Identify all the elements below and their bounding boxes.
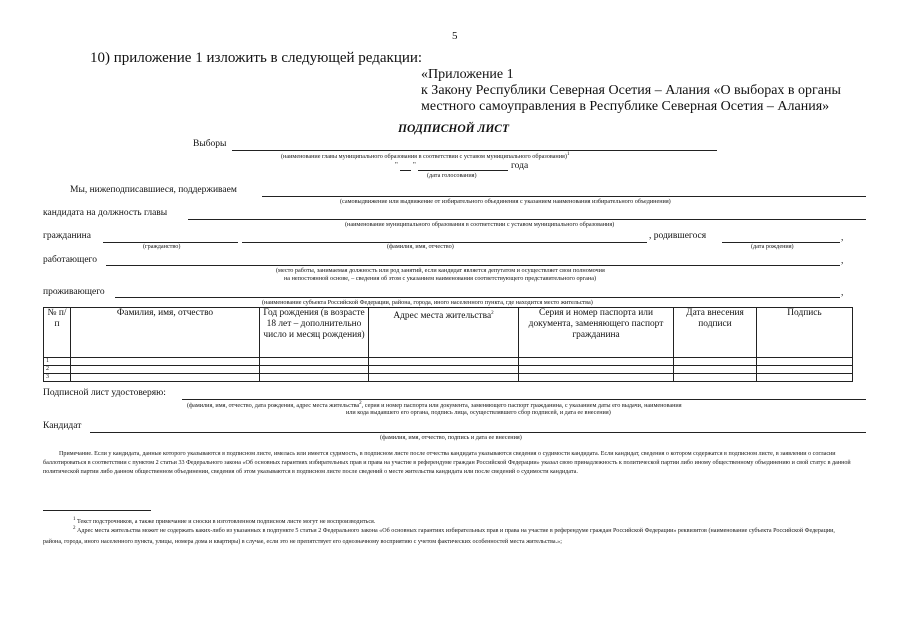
table-header-row — [44, 308, 853, 358]
table-row — [44, 366, 853, 374]
cell-address[interactable] — [369, 374, 519, 382]
footnote-2-mark: 2 — [73, 526, 76, 531]
municipality-field[interactable] — [188, 219, 866, 220]
date-month-field[interactable] — [418, 170, 508, 171]
date-caption: (дата голосования) — [427, 172, 477, 179]
appendix-line-3: местного самоуправления в Республике Северная Осетия – Алания» — [421, 99, 830, 114]
residing-comma: , — [841, 288, 844, 298]
certify-caption-text-b: , серия и номер паспорта или документа, заменяющего паспорт гражданина, с указанием даты его выдачи, наименования — [361, 402, 682, 410]
born-label: , родившегося — [649, 231, 707, 241]
col-date-header: Дата внесения подписи — [674, 308, 757, 358]
work-caption-1: (место работы, занимаемая должность или род занятий, если кандидат является депутатом и осуществляет свои полномочия — [276, 267, 605, 274]
cell-signature[interactable] — [757, 358, 853, 366]
elections-label: Выборы — [193, 139, 227, 149]
footnote-2-text: Адрес места жительства может не содержать каких-либо из указанных в подпункте 5 статьи 2 Федерального закона «Об основных гарантиях избирательных прав и права на участие в референдуме граждан Российской Федерации» реквизитов (наименование субъекта Российской Федерации, района, города, иного населенного пункта, улицы, номера дома и квартиры) в случае, если это не препятствует его однозначному восприятию с учетом фактических особенностей места жительства.»; — [43, 528, 835, 545]
nomination-caption: (самовыдвижение или выдвижение от избирательного объединения с указанием наименования избирательного объединения) — [340, 198, 671, 205]
municipality-caption: (наименование муниципального образования в соответствии с уставом муниципального образования) — [345, 221, 615, 228]
birthdate-caption: (дата рождения) — [751, 243, 794, 250]
appendix-line-1: «Приложение 1 — [421, 67, 514, 82]
cell-passport[interactable] — [519, 374, 674, 382]
footnote-ref-2: 2 — [491, 311, 494, 316]
elections-caption — [281, 152, 569, 160]
row-number: 2 — [44, 366, 71, 374]
citizenship-caption: (гражданство) — [143, 243, 181, 250]
year-word: года — [511, 161, 529, 171]
residing-label: проживающего — [43, 287, 105, 297]
cell-address[interactable] — [369, 366, 519, 374]
col-fio-header: Фамилия, имя, отчество — [71, 308, 260, 358]
work-field[interactable] — [106, 265, 840, 266]
cell-signature[interactable] — [757, 366, 853, 374]
col-signature-header: Подпись — [757, 308, 853, 358]
candidate-field[interactable] — [90, 432, 866, 433]
date-quote-close: " — [413, 161, 416, 169]
candidate-caption: (фамилия, имя, отчество, подпись и дата ее внесения) — [380, 434, 522, 441]
certify-label: Подписной лист удостоверяю: — [43, 388, 166, 398]
footnote-separator — [43, 510, 151, 511]
cell-passport[interactable] — [519, 358, 674, 366]
cell-date[interactable] — [674, 366, 757, 374]
cell-signature[interactable] — [757, 374, 853, 382]
date-day-field[interactable] — [400, 170, 411, 171]
cell-birthyear[interactable] — [260, 366, 369, 374]
elections-field[interactable] — [232, 150, 717, 151]
we-support-label: Мы, нижеподписавшиеся, поддерживаем — [70, 185, 237, 195]
cell-fio[interactable] — [71, 366, 260, 374]
col-address-header — [369, 308, 519, 358]
appendix-line-2: к Закону Республики Северная Осетия – Алания «О выборах в органы — [421, 83, 841, 98]
candidate-post-label: кандидата на должность главы — [43, 208, 168, 218]
nomination-field[interactable] — [262, 196, 866, 197]
date-quote-open: " — [395, 161, 398, 169]
footnote-ref-2b: 2 — [359, 401, 362, 406]
signature-table — [43, 307, 853, 382]
certify-field[interactable] — [182, 399, 866, 400]
table-row — [44, 358, 853, 366]
row-number: 3 — [44, 374, 71, 382]
work-caption-2: на непостоянной основе, – сведения об этом с указанием наименования соответствующего представительного органа) — [284, 275, 597, 282]
footnote-ref-1: 1 — [566, 152, 570, 157]
certify-caption-1 — [187, 401, 682, 409]
col-number-header: № п/п — [44, 308, 71, 358]
birthdate-comma: , — [841, 233, 844, 243]
cell-passport[interactable] — [519, 366, 674, 374]
cell-date[interactable] — [674, 374, 757, 382]
fio-caption: (фамилия, имя, отчество) — [387, 243, 454, 250]
note-text: Если у кандидата, данные которого указываются в подписном листе, имелась или имеется судимость, в подписном листе после отчества кандидата указываются сведения о судимости кандидата. Если кандидат, сведения о котором содержатся в подписном листе, в заявлении о согласии баллотироваться в соответствии с пунктом 2 статьи 33 Федерального закона «Об основных гарантиях избирательных прав и права на участие в референдуме граждан Российской Федерации» указал свою принадлежность к политической партии либо иному общественному объединению и свой статус в данной политической партии либо данном общественном объединении, сведения об этом указываются в подписном листе после сведений о месте жительства кандидата или после сведений о судимости кандидата. — [43, 451, 851, 475]
table-row — [44, 374, 853, 382]
note-block — [43, 450, 855, 477]
footnote-1-mark: 1 — [73, 517, 76, 522]
page-number: 5 — [452, 30, 458, 42]
item-heading: 10) приложение 1 изложить в следующей редакции: — [90, 50, 423, 66]
residing-field[interactable] — [115, 297, 840, 298]
citizen-label: гражданина — [43, 231, 91, 241]
work-comma: , — [841, 256, 844, 266]
residing-caption: (наименование субъекта Российской Федерации, района, города, иного населенного пункта, где находится место жительства) — [262, 299, 593, 306]
work-label: работающего — [43, 255, 97, 265]
address-header-text: Адрес места жительства — [393, 311, 492, 322]
certify-caption-text-a: (фамилия, имя, отчество, дата рождения, адрес места жительства — [187, 402, 360, 410]
cell-fio[interactable] — [71, 358, 260, 366]
footnote-1-text: Текст подстрочников, а также примечание и сноски в изготовленном подписном листе могут не воспроизводиться. — [75, 519, 376, 526]
cell-fio[interactable] — [71, 374, 260, 382]
cell-birthyear[interactable] — [260, 358, 369, 366]
col-birthyear-header: Год рождения (в возрасте 18 лет – дополнительно число и месяц рождения) — [260, 308, 369, 358]
certify-caption-2: или кода выдавшего его органа, подпись лица, осуществлявшего сбор подписей, и дата ее внесения) — [346, 409, 611, 416]
cell-address[interactable] — [369, 358, 519, 366]
col-passport-header: Серия и номер паспорта или документа, заменяющего паспорт гражданина — [519, 308, 674, 358]
elections-caption-text: (наименование главы муниципального образования в соответствии с уставом муниципального образования) — [281, 153, 567, 161]
form-title: ПОДПИСНОЙ ЛИСТ — [398, 123, 509, 135]
cell-date[interactable] — [674, 358, 757, 366]
footnote-2 — [43, 524, 855, 547]
note-label: Примечание. — [59, 451, 93, 457]
candidate-label: Кандидат — [43, 421, 82, 431]
row-number: 1 — [44, 358, 71, 366]
cell-birthyear[interactable] — [260, 374, 369, 382]
